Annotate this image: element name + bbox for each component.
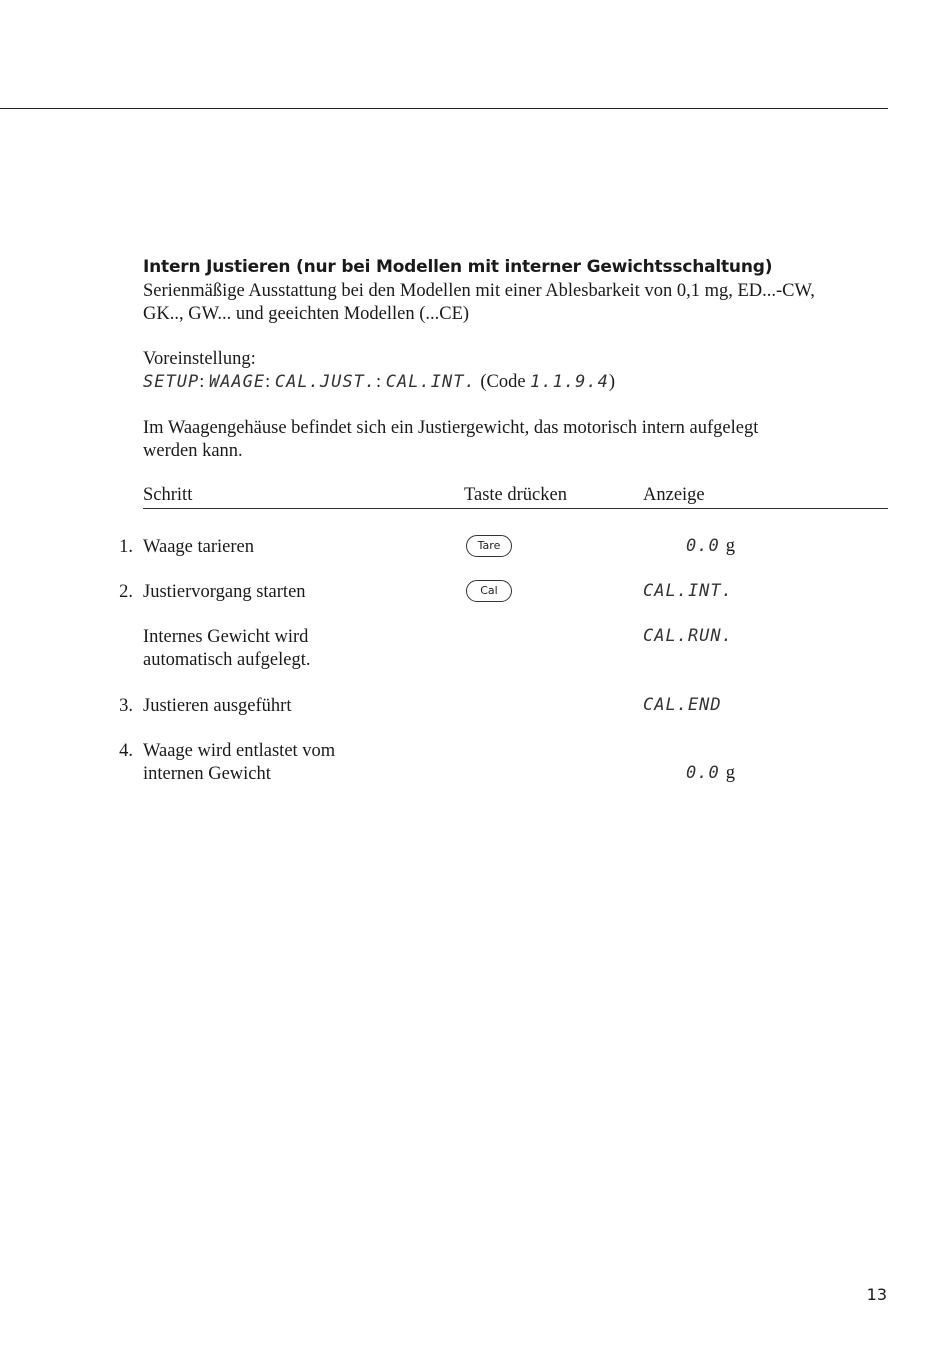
display-readout: CAL.INT. — [643, 581, 733, 601]
menu-setup: SETUP — [143, 372, 200, 392]
display-readout: 0.0 g — [686, 763, 735, 783]
section-title: Intern Justieren (nur bei Modellen mit interner Gewichtsschaltung) — [143, 257, 773, 277]
step-text: Waage tarieren — [143, 537, 254, 557]
tare-key-icon: Tare — [466, 535, 512, 557]
code-close: ) — [608, 372, 615, 392]
cal-key-icon: Cal — [466, 580, 512, 602]
header-step: Schritt — [143, 485, 193, 505]
table-rule — [143, 508, 888, 509]
page-number: 13 — [866, 1285, 887, 1304]
step-number: 3. — [119, 696, 133, 716]
step-text: Justieren ausgeführt — [143, 696, 292, 716]
intro-line-2: GK.., GW... und geeichten Modellen (...CE) — [143, 304, 470, 324]
step-text: internen Gewicht — [143, 764, 271, 784]
description-line-2: werden kann. — [143, 441, 243, 461]
step-text: Justiervorgang starten — [143, 582, 306, 602]
step-text: Waage wird entlastet vom — [143, 741, 336, 761]
menu-waage: WAAGE — [208, 372, 266, 392]
step-number: 2. — [119, 582, 133, 602]
menu-cal-int: CAL.INT. — [385, 372, 476, 392]
step-number: 1. — [119, 537, 133, 557]
step-text: Internes Gewicht wird — [143, 627, 309, 647]
display-readout: CAL.RUN. — [643, 626, 733, 646]
preset-label: Voreinstellung: — [143, 349, 256, 369]
description-line-1: Im Waagengehäuse befindet sich ein Justiergewicht, das motorisch intern aufgelegt — [143, 418, 759, 438]
code-label: (Code — [480, 372, 526, 392]
header-display: Anzeige — [643, 485, 705, 505]
intro-line-1: Serienmäßige Ausstattung bei den Modellen mit einer Ablesbarkeit von 0,1 mg, ED...-CW, — [143, 281, 815, 301]
header-key: Taste drücken — [464, 485, 567, 505]
code-value: 1.1.9.4 — [530, 372, 609, 392]
display-readout: 0.0 g — [686, 536, 735, 556]
step-text: automatisch aufgelegt. — [143, 650, 311, 670]
step-number: 4. — [119, 741, 133, 761]
menu-cal-just: CAL.JUST. — [274, 372, 377, 392]
display-readout: CAL.END — [643, 695, 722, 715]
preset-path: SETUP: WAAGE: CAL.JUST.: CAL.INT. (Code 1.1.9.4) — [143, 372, 615, 392]
header-rule — [0, 108, 888, 109]
